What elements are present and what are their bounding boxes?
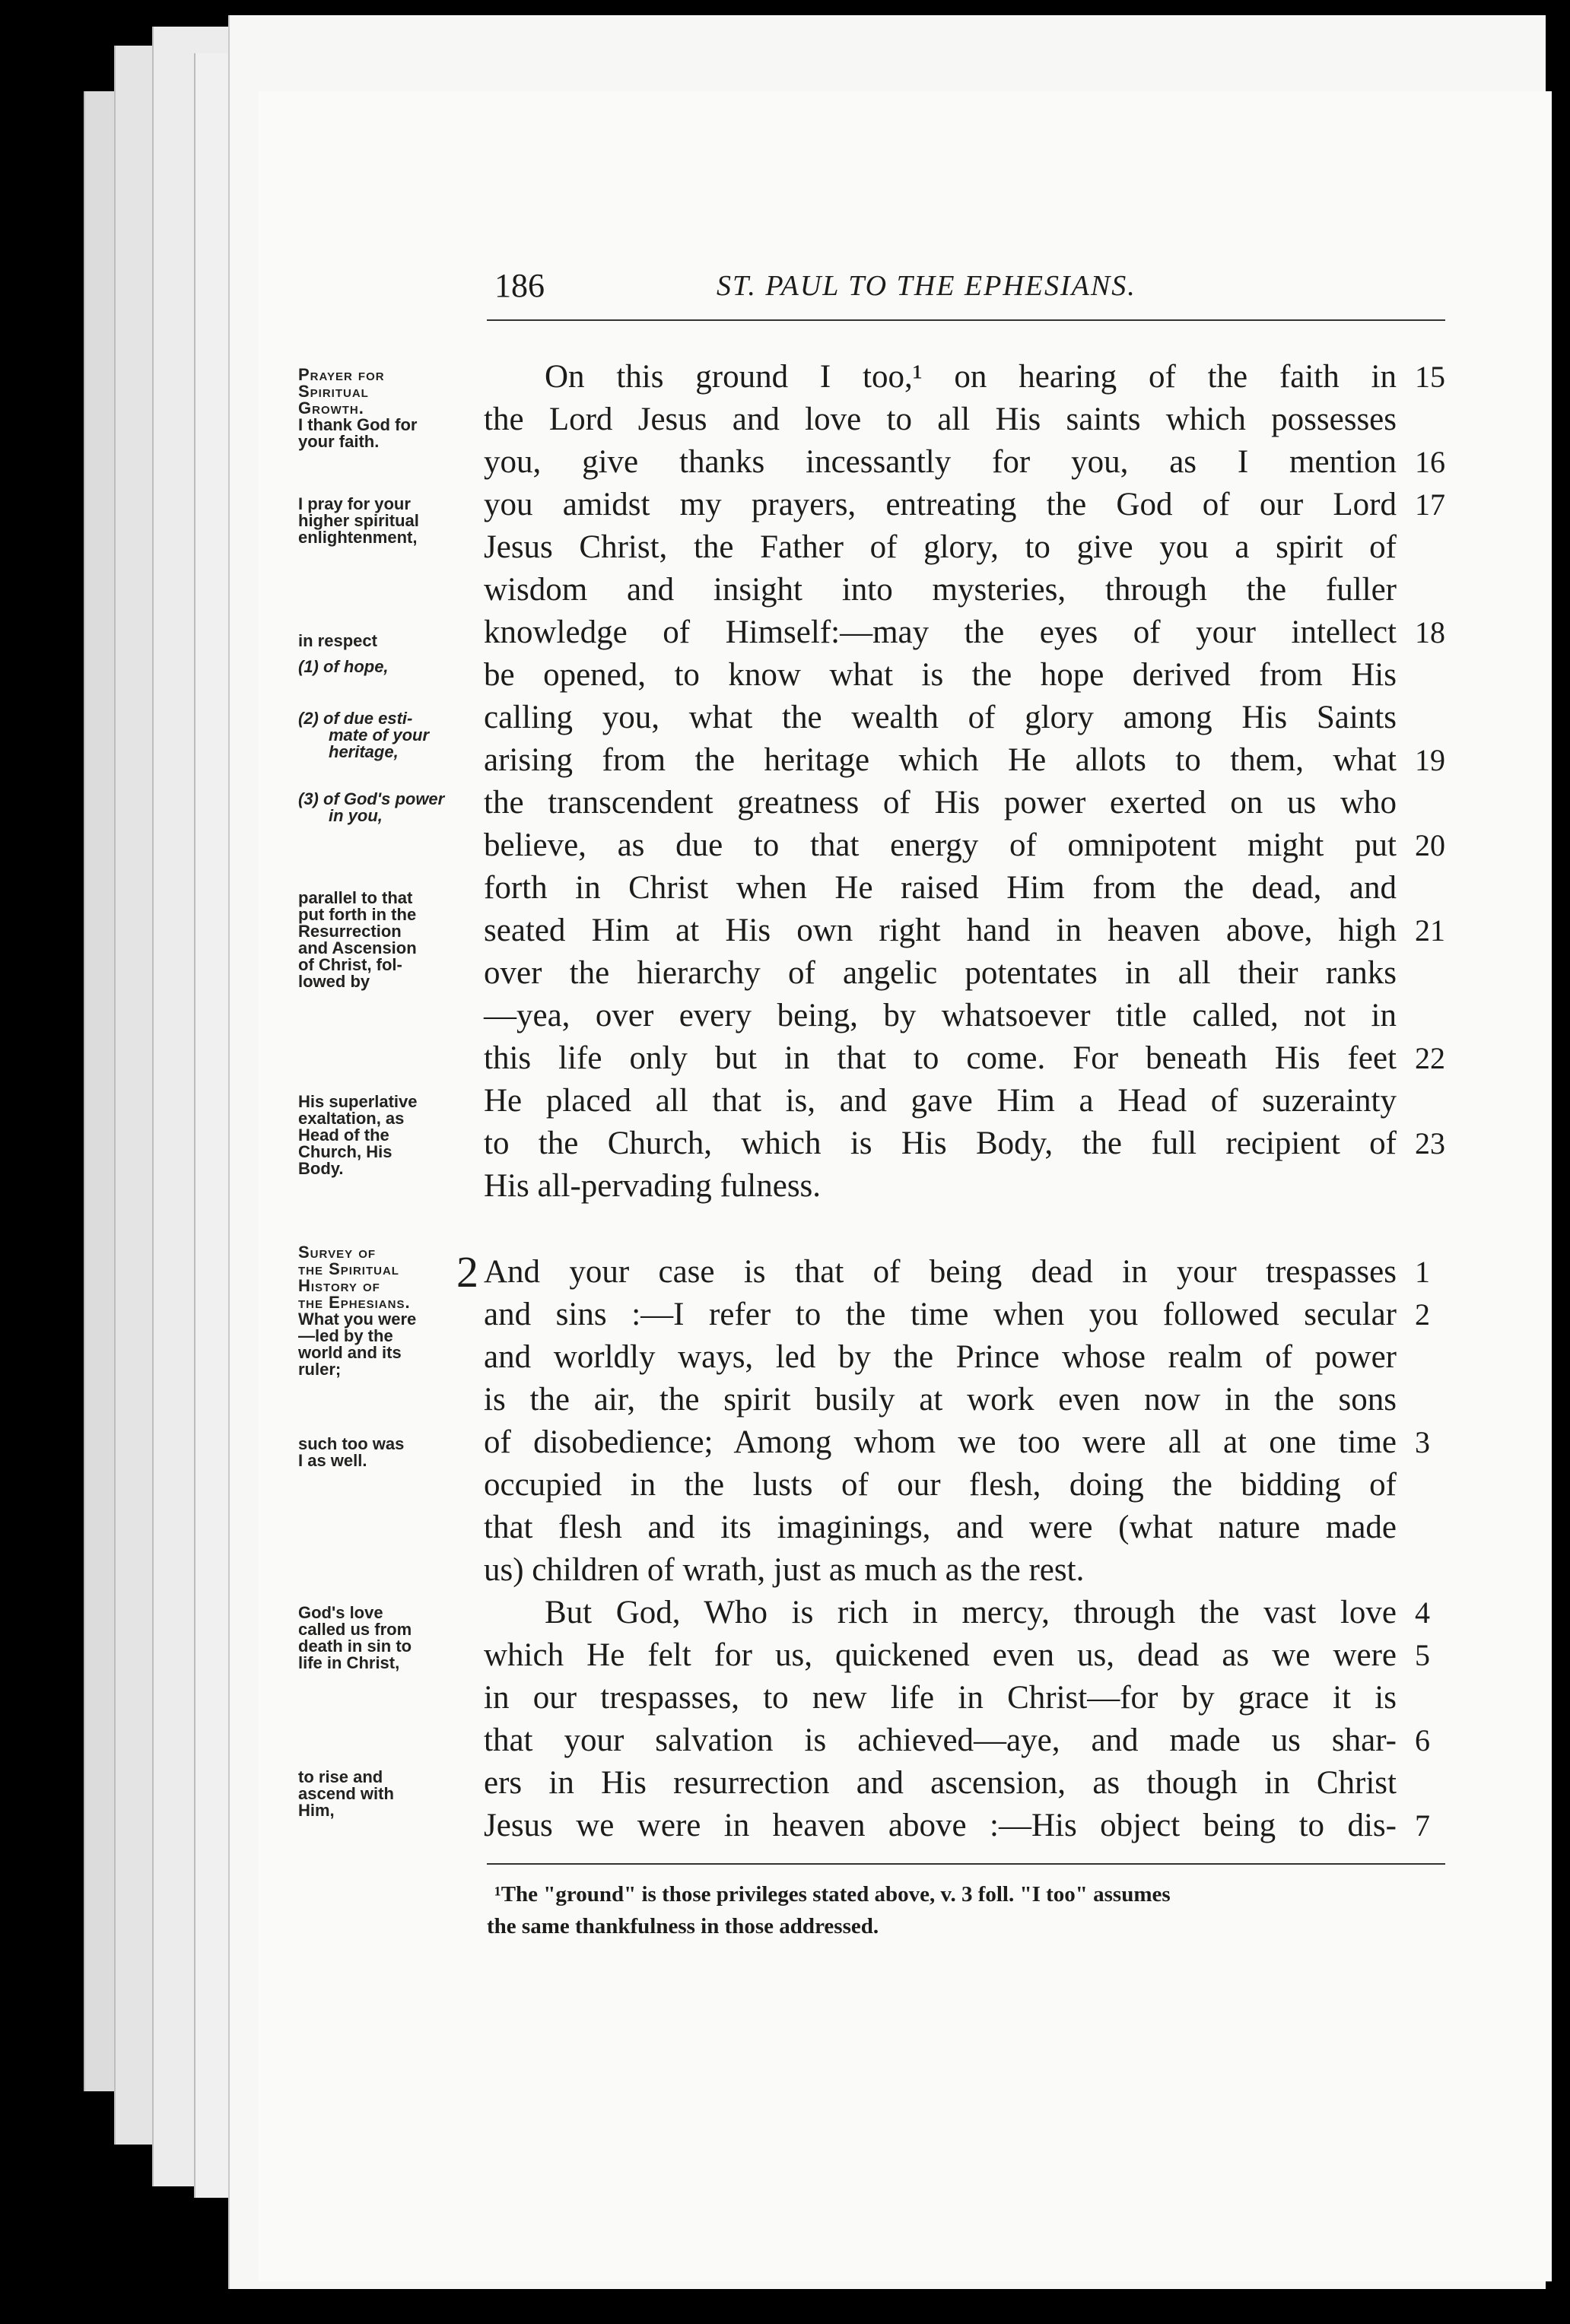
text-line: wisdom and insight into mysteries, through the fuller (484, 572, 1397, 608)
verse-number: 21 (1415, 913, 1445, 948)
running-head: ST. PAUL TO THE EPHESIANS. (717, 270, 1136, 302)
sidenote-line: life in Christ, (298, 1653, 400, 1672)
sidenote-gods-love (298, 1605, 473, 1672)
text-line: He placed all that is, and gave Him a Head of suzerainty (484, 1083, 1397, 1119)
sidenote-line: parallel to that (298, 888, 413, 907)
text-line: which He felt for us, quickened even us, dead as we were (484, 1637, 1397, 1673)
sidenote-rise-ascend (298, 1769, 473, 1819)
footnote-line-2: the same thankfulness in those addressed. (487, 1914, 879, 1938)
text-line: and sins :—I refer to the time when you followed secular (484, 1297, 1397, 1332)
verse-number: 15 (1415, 360, 1445, 394)
sidenote-survey-heading (298, 1244, 473, 1311)
sidenote-thank-god (298, 417, 473, 450)
header-rule (487, 319, 1445, 321)
text-line: knowledge of Himself:—may the eyes of your intellect (484, 614, 1397, 650)
sidenote-line: Prayer for (298, 365, 385, 384)
text-line: His all-pervading fulness. (484, 1168, 822, 1204)
text-line: you, give thanks incessantly for you, as I mention (484, 444, 1397, 480)
text-line: Jesus we were in heaven above :—His object being to dis- (484, 1808, 1397, 1843)
sidenote-line: Head of the (298, 1125, 389, 1145)
text-line: occupied in the lusts of our flesh, doing the bidding of (484, 1467, 1397, 1503)
verse-number: 3 (1415, 1425, 1430, 1459)
sidenote-line: Church, His (298, 1142, 392, 1161)
sidenote-line: His superlative (298, 1092, 418, 1111)
text-line: Jesus Christ, the Father of glory, to give you a spirit of (484, 529, 1397, 565)
sidenote-in-respect (298, 633, 473, 649)
sidenote-line: heritage, (329, 742, 399, 761)
text-line: ers in His resurrection and ascension, as though in Christ (484, 1765, 1397, 1801)
chapter-number: 2 (456, 1247, 478, 1297)
verse-number: 23 (1415, 1126, 1445, 1160)
sidenote-line: in you, (329, 806, 383, 825)
sidenote-line: I thank God for (298, 415, 418, 434)
text-line: in our trespasses, to new life in Christ—for by grace it is (484, 1680, 1397, 1716)
sidenote-line: God's love (298, 1603, 383, 1622)
verse-number: 19 (1415, 743, 1445, 777)
sidenote-line: ascend with (298, 1784, 394, 1803)
sidenote-line: —led by the (298, 1326, 393, 1345)
text-line: And your case is that of being dead in your trespasses (484, 1254, 1397, 1290)
verse-number: 18 (1415, 615, 1445, 649)
sidenote-line: in respect (298, 631, 377, 650)
sidenote-line: What you were (298, 1310, 417, 1329)
verse-number: 5 (1415, 1638, 1430, 1672)
sidenote-line: the Ephesians. (298, 1293, 411, 1312)
sidenote-line: lowed by (298, 972, 370, 991)
sidenote-line: of Christ, fol- (298, 955, 402, 974)
text-line: forth in Christ when He raised Him from the dead, and (484, 870, 1397, 906)
sidenote-pray (298, 496, 473, 546)
text-line: and worldly ways, led by the Prince whose realm of power (484, 1339, 1397, 1375)
text-line: that your salvation is achieved—aye, and made us shar- (484, 1722, 1397, 1758)
sidenote-line: death in sin to (298, 1637, 412, 1656)
sidenote-line: Survey of (298, 1243, 377, 1262)
verse-number: 2 (1415, 1297, 1430, 1332)
text-line: over the hierarchy of angelic potentates in all their ranks (484, 955, 1397, 991)
text-line: of disobedience; Among whom we too were all at one time (484, 1424, 1397, 1460)
text-line: calling you, what the wealth of glory among His Saints (484, 700, 1397, 735)
sidenote-line: higher spiritual (298, 511, 419, 530)
sidenote-line: I pray for your (298, 494, 411, 513)
text-line: the transcendent greatness of His power exerted on us who (484, 785, 1397, 821)
text-line: is the air, the spirit busily at work even now in the sons (484, 1382, 1397, 1418)
sidenote-line: Growth. (298, 398, 364, 417)
verse-number: 20 (1415, 828, 1445, 862)
text-line: —yea, over every being, by whatsoever title called, not in (484, 998, 1397, 1033)
sidenote-power (298, 791, 473, 824)
sidenote-line: called us from (298, 1620, 412, 1639)
page-header (494, 266, 1438, 319)
sidenote-line: I as well. (298, 1451, 367, 1470)
text-line: But God, Who is rich in mercy, through the vast love (545, 1595, 1397, 1630)
sidenote-hope (298, 659, 473, 675)
sidenote-line: enlightenment, (298, 528, 418, 547)
sidenote-line: (1) of hope, (298, 657, 389, 676)
footnote-line-1: ¹The "ground" is those privileges stated above, v. 3 foll. "I too" assumes (494, 1882, 1171, 1907)
text-line: arising from the heritage which He allots to them, what (484, 742, 1397, 778)
sidenote-prayer-heading (298, 367, 473, 417)
sidenote-line: to rise and (298, 1767, 383, 1786)
verse-number: 17 (1415, 487, 1445, 522)
sidenote-line: the Spiritual (298, 1259, 399, 1278)
sidenote-line: your faith. (298, 432, 380, 451)
text-line: you amidst my prayers, entreating the God of our Lord (484, 487, 1397, 522)
sidenote-line: Him, (298, 1801, 335, 1820)
sidenote-exaltation (298, 1094, 473, 1177)
sidenote-line: and Ascension (298, 938, 417, 957)
footnote-rule (487, 1863, 1445, 1865)
sidenote-line: world and its (298, 1343, 402, 1362)
verse-number: 22 (1415, 1041, 1445, 1075)
verse-number: 4 (1415, 1595, 1430, 1630)
sidenote-line: mate of your (329, 725, 430, 745)
sidenote-line: put forth in the (298, 905, 417, 924)
verse-number: 6 (1415, 1723, 1430, 1757)
sidenote-line: (2) of due esti- (298, 709, 413, 728)
sidenote-heritage (298, 710, 473, 760)
sidenote-line: ruler; (298, 1360, 342, 1379)
sidenote-line: Spiritual (298, 382, 369, 401)
verse-number: 7 (1415, 1808, 1430, 1843)
sidenote-line: such too was (298, 1434, 405, 1453)
text-line: seated Him at His own right hand in heaven above, high (484, 913, 1397, 948)
sidenote-such-too (298, 1436, 473, 1469)
text-line: the Lord Jesus and love to all His saints which possesses (484, 402, 1397, 437)
sidenote-line: exaltation, as (298, 1109, 405, 1128)
verse-number: 16 (1415, 445, 1445, 479)
sidenote-line: Resurrection (298, 922, 402, 941)
text-line: this life only but in that to come. For beneath His feet (484, 1040, 1397, 1076)
text-line: On this ground I too,¹ on hearing of the faith in (545, 359, 1397, 395)
text-line: us) children of wrath, just as much as the rest. (484, 1552, 1085, 1588)
sidenote-line: (3) of God's power (298, 789, 445, 808)
text-line: be opened, to know what is the hope derived from His (484, 657, 1397, 693)
text-line: that flesh and its imaginings, and were (what nature made (484, 1510, 1397, 1545)
sidenote-line: Body. (298, 1159, 344, 1178)
text-line: to the Church, which is His Body, the full recipient of (484, 1125, 1397, 1161)
page-number: 186 (494, 267, 545, 304)
text-line: believe, as due to that energy of omnipotent might put (484, 827, 1397, 863)
verse-number: 1 (1415, 1255, 1430, 1289)
sidenote-line: History of (298, 1276, 380, 1295)
sidenote-parallel (298, 890, 473, 990)
sidenote-what-you-were (298, 1311, 473, 1378)
